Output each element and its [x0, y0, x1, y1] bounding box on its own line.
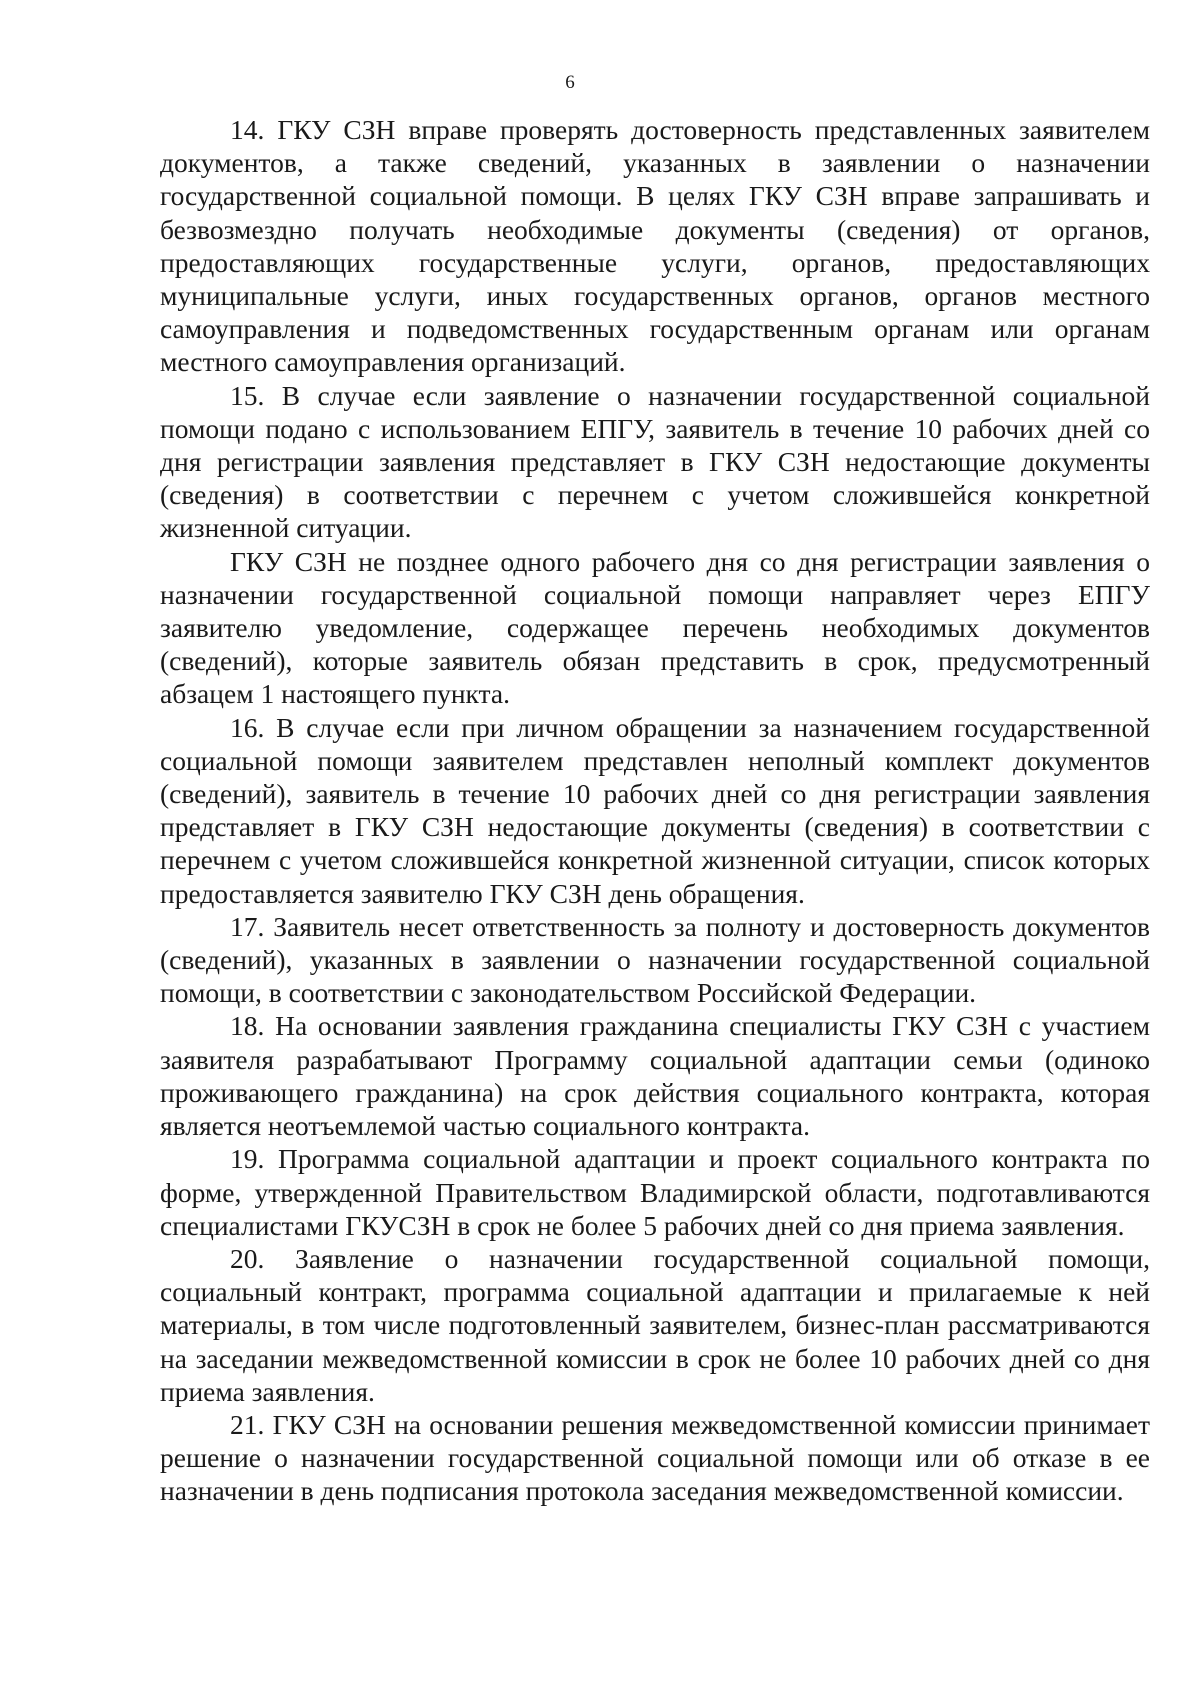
paragraph-18: 18. На основании заявления гражданина специалисты ГКУ СЗН с участием заявителя разрабатывают Программу социальной адаптации семьи (одиноко проживающего гражданина) на срок действия социального контракта, которая является неотъемлемой частью социального контракта. [160, 1010, 1150, 1142]
paragraph-15: 15. В случае если заявление о назначении государственной социальной помощи подано с использованием ЕПГУ, заявитель в течение 10 рабочих дней со дня регистрации заявления представляет в ГКУ СЗН недостающие документы (сведения) в соответствии с перечнем с учетом сложившейся конкретной жизненной ситуации. [160, 379, 1150, 544]
paragraph-15-notice: ГКУ СЗН не позднее одного рабочего дня со дня регистрации заявления о назначении государственной социальной помощи направляет через ЕПГУ заявителю уведомление, содержащее перечень необходимых документов (сведений), которые заявитель обязан представить в срок, предусмотренный абзацем 1 настоящего пункта. [160, 545, 1150, 710]
paragraph-17: 17. Заявитель несет ответственность за полноту и достоверность документов (сведений), указанных в заявлении о назначении государственной социальной помощи, в соответствии с законодательством Российской Федерации. [160, 910, 1150, 1009]
page-number: 6 [565, 72, 575, 93]
paragraph-19: 19. Программа социальной адаптации и проект социального контракта по форме, утвержденной Правительством Владимирской области, подготавливаются специалистами ГКУСЗН в срок не более 5 рабочих дней со дня приема заявления. [160, 1143, 1150, 1241]
document-body [160, 113, 1150, 1508]
paragraph-16: 16. В случае если при личном обращении за назначением государственной социальной помощи заявителем представлен неполный комплект документов (сведений), заявитель в течение 10 рабочих дней со дня регистрации заявления представляет в ГКУ СЗН недостающие документы (сведения) в соответствии с перечнем с учетом сложившейся конкретной жизненной ситуации, список которых предоставляется заявителю ГКУ СЗН день обращения. [160, 711, 1150, 909]
paragraph-14: 14. ГКУ СЗН вправе проверять достоверность представленных заявителем документов, а также сведений, указанных в заявлении о назначении государственной социальной помощи. В целях ГКУ СЗН вправе запрашивать и безвозмездно получать необходимые документы (сведения) от органов, предоставляющих государственные услуги, органов, предоставляющих муниципальные услуги, иных государственных органов, органов местного самоуправления и подведомственных государственным органам или органам местного самоуправления организаций. [160, 114, 1150, 378]
paragraph-21: 21. ГКУ СЗН на основании решения межведомственной комиссии принимает решение о назначении государственной социальной помощи или об отказе в ее назначении в день подписания протокола заседания межведомственной комиссии. [160, 1408, 1150, 1507]
paragraph-20: 20. Заявление о назначении государственной социальной помощи, социальный контракт, программа социальной адаптации и прилагаемые к ней материалы, в том числе подготовленный заявителем, бизнес-план рассматриваются на заседании межведомственной комиссии в срок не более 10 рабочих дней со дня приема заявления. [160, 1242, 1150, 1407]
